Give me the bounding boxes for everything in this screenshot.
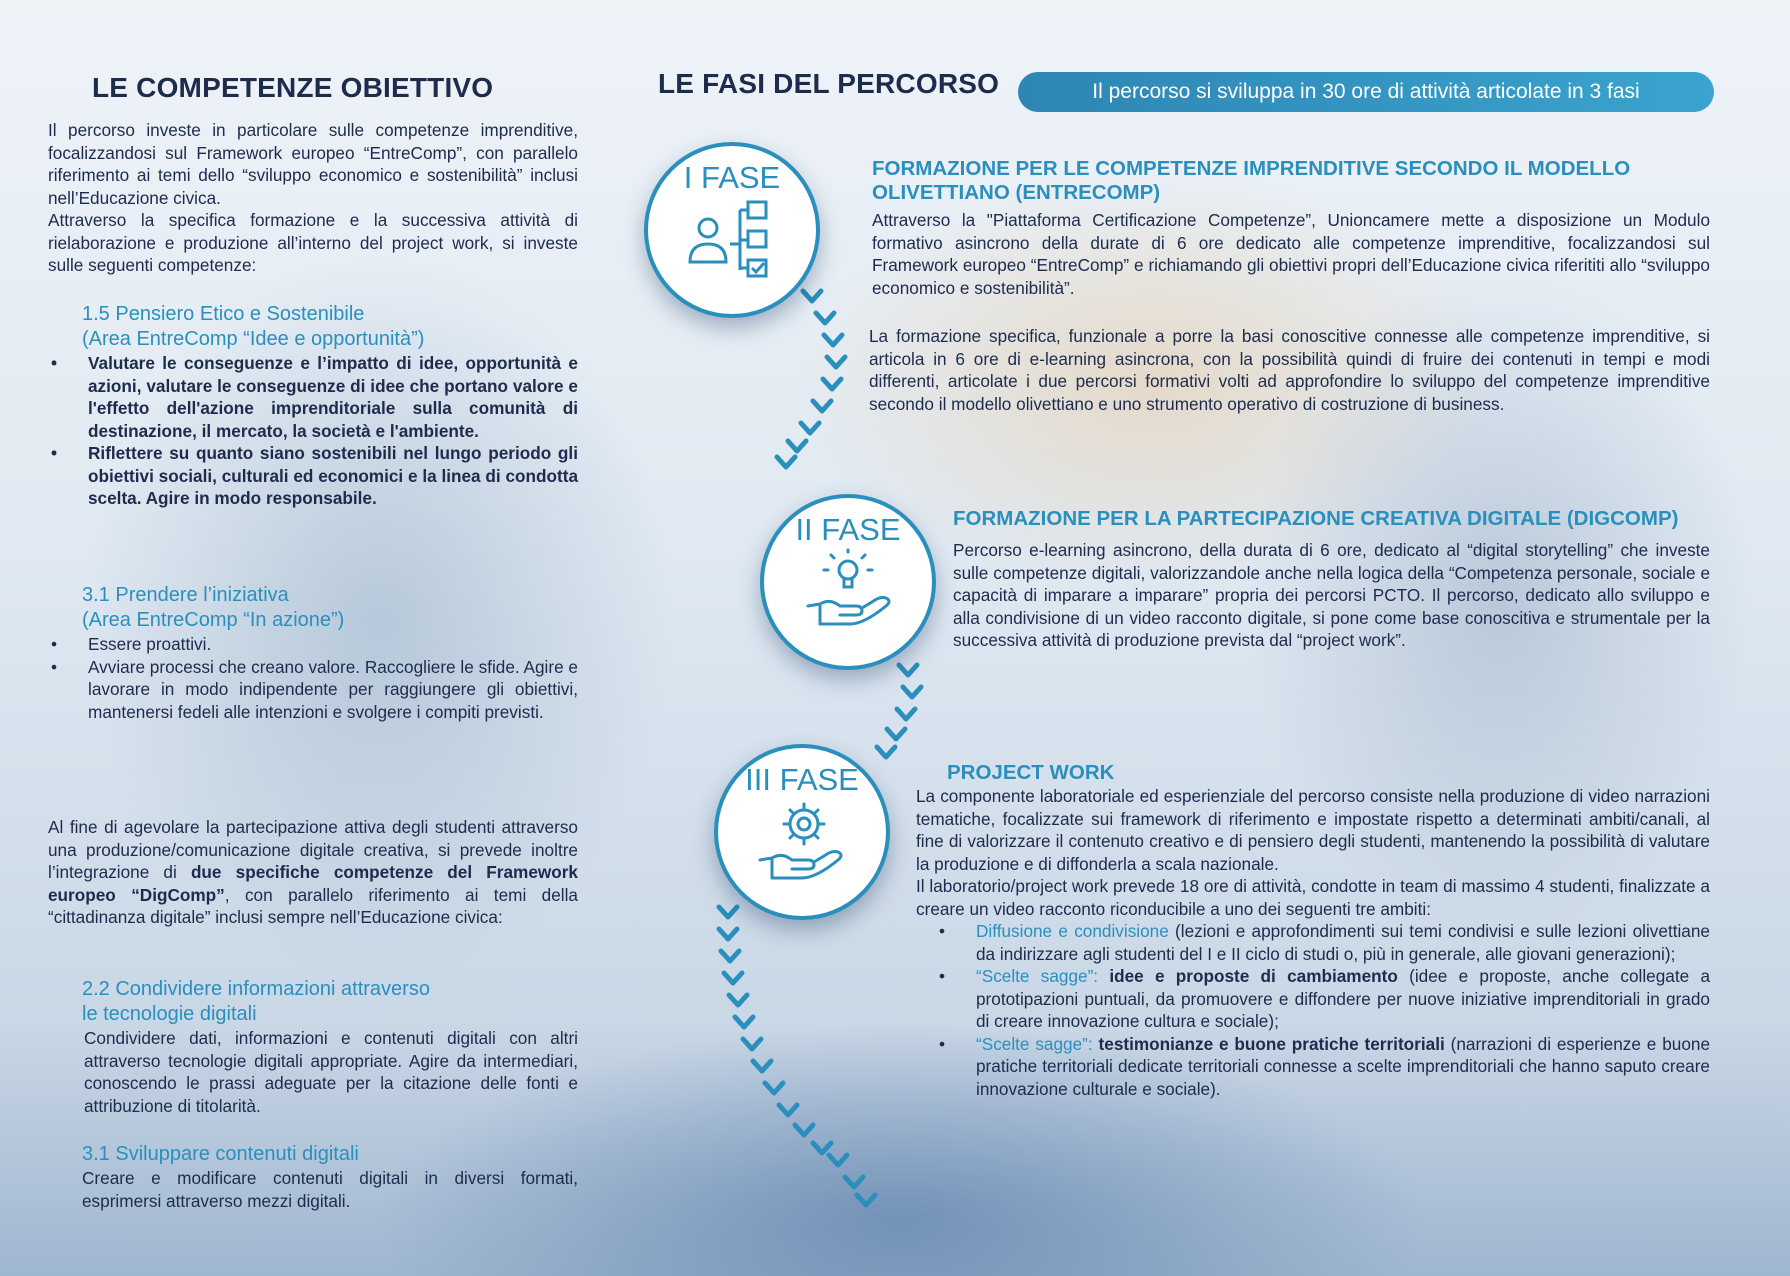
competence-1-area: (Area EntreComp “Idee e opportunità”)	[82, 328, 425, 350]
chevron-down-icon	[816, 313, 834, 323]
right-title: LE FASI DEL PERCORSO	[658, 68, 1000, 99]
phase-2-content	[953, 507, 1710, 652]
chevron-down-icon	[719, 929, 737, 939]
phase-3-paragraph-1: La componente laboratoriale ed esperienziale del percorso consiste nella produzione di video narrazioni tematiche, focalizzate sui framework di riferimento e impostate rispetto a determinati ambiti/canali, al fine di valorizzare il contenuto creativo e di pensiero degli studenti, mantenendo la possibilità di valutare la produzione e di diffonderla a scala nazionale.	[916, 786, 1710, 874]
chevron-down-icon	[753, 1061, 771, 1071]
chevron-down-icon	[743, 1039, 761, 1049]
competence-4-title: 3.1 Sviluppare contenuti digitali	[82, 1143, 359, 1165]
phase-1-heading-line-1: FORMAZIONE PER LE COMPETENZE IMPRENDITIVE SECONDO IL MODELLO	[872, 157, 1631, 180]
chevron-down-icon	[897, 709, 915, 719]
phase-1-circle	[644, 142, 820, 318]
chevron-down-icon	[877, 747, 895, 757]
phase-3-content	[916, 761, 1710, 1100]
phase-1-label: I FASE	[683, 160, 781, 195]
chevron-down-icon	[788, 441, 806, 451]
competence-4-text: Creare e modificare contenuti digitali in diversi formati, esprimersi attraverso mezzi digitali.	[82, 1168, 578, 1211]
chevron-down-icon	[803, 291, 821, 301]
phase-1-heading-line-2: OLIVETTIANO (ENTRECOMP)	[872, 181, 1161, 204]
competence-3-title-line-1: 2.2 Condividere informazioni attraverso	[82, 978, 430, 1000]
chevron-down-icon	[845, 1177, 863, 1187]
list-item: • Valutare le conseguenze e l’impatto di idee, opportunità e azioni, valutare le conseguenze di idee che portano valore e l'effetto dell'azione imprenditoriale sulla comunità di destinazione, il mercato, la società e l'ambiente.	[48, 352, 578, 442]
list-item: • “Scelte sagge”: idee e proposte di cambiamento (idee e proposte, anche collegate a prototipazioni puntuali, da promuovere e diffondere per nuove iniziative imprenditoriali in grado di creare innovazione cultura e sociale);	[936, 965, 1710, 1033]
phase-1-paragraph-1: Attraverso la "Piattaforma Certificazione Competenze”, Unioncamere mette a disposizione un Modulo formativo asincrono della durate di 6 ore dedicato alle competenze imprenditive, focalizzandosi sul Framework europeo “EntreComp” e richiamando gli obiettivi propri dell’Educazione civica riferititi allo “sviluppo economico e sostenibilità”.	[872, 210, 1710, 298]
list-item: • Riflettere su quanto siano sostenibili nel lungo periodo gli obiettivi sociali, culturali ed economici e la linea di condotta scelta. Agire in modo responsabile.	[48, 442, 578, 510]
chevron-down-icon	[721, 951, 739, 961]
competence-2-title: 3.1 Prendere l’iniziativa	[82, 584, 289, 606]
chevron-down-icon	[795, 1125, 813, 1135]
phase-3-heading: PROJECT WORK	[947, 761, 1115, 784]
competence-3-text: Condividere dati, informazioni e contenuti digitali con altri attraverso tecnologie digitali appropriate. Agire da intermediari, conoscendo le prassi adeguate per la citazione delle fonti e attribuzione di titolarità.	[84, 1028, 578, 1116]
phase-1-content	[872, 157, 1710, 299]
gear-hand-icon	[752, 798, 852, 888]
chevron-down-icon	[887, 729, 905, 739]
chevron-down-icon	[903, 687, 921, 697]
chevron-down-icon	[813, 1143, 831, 1153]
phase-2-heading: FORMAZIONE PER LA PARTECIPAZIONE CREATIVA DIGITALE (DIGCOMP)	[953, 507, 1679, 530]
phase-2-paragraph: Percorso e-learning asincrono, della durata di 6 ore, dedicato al “digital storytelling” che investe sulle competenze digitali, valorizzandole anche nella logica della “Competenza personale, sociale e capacità di imparare a imparare” propria dei percorsi PCTO. Il percorso, dedicato allo sviluppo e alla condivisione di un video racconto digitale, si pone come base conoscitiva e strumentale per la successiva attività di produzione prevista dal “project work”.	[953, 540, 1710, 650]
list-item: • Diffusione e condivisione (lezioni e approfondimenti sui temi condivisi e sulle lezioni olivettiane da indirizzare agli studenti del I e II ciclo di studi o, più in generale, alle giovani generazioni);	[936, 920, 1710, 965]
chevron-down-icon	[899, 665, 917, 675]
phase-3-paragraph-2: Il laboratorio/project work prevede 18 ore di attività, condotte in team di massimo 4 studenti, finalizzate a creare un video racconto riconducibile a uno dei seguenti tre ambiti:	[916, 876, 1710, 919]
chevron-down-icon	[779, 1105, 797, 1115]
competence-3-title-line-2: le tecnologie digitali	[82, 1003, 257, 1025]
chevron-down-icon	[724, 973, 742, 983]
phase-3-list	[936, 920, 1710, 1100]
list-item: • “Scelte sagge”: testimonianze e buone pratiche territoriali (narrazioni di esperienze e buone pratiche territoriali dedicate territoriali connesse a scelte imprenditoriali che hanno saputo creare innovazione culturale e sociale).	[936, 1033, 1710, 1101]
phase-3-circle	[714, 744, 890, 920]
left-title: LE COMPETENZE OBIETTIVO	[92, 72, 494, 103]
digital-intro-bold: due specifiche competenze del Framework europeo “DigComp”	[48, 862, 578, 905]
chevron-down-icon	[801, 423, 819, 433]
phase-3-label: III FASE	[745, 762, 859, 797]
chevron-down-icon	[777, 457, 795, 467]
digital-intro-text-a: Al fine di agevolare la partecipazione attiva degli studenti attraverso una produzione/comunicazione digitale creativa, si prevede inoltre l’integrazione di	[48, 817, 578, 882]
chevron-down-icon	[824, 335, 842, 345]
people-checklist-icon	[684, 198, 780, 278]
chevron-down-icon	[735, 1017, 753, 1027]
chevron-down-icon	[827, 357, 845, 367]
chevron-down-icon	[765, 1083, 783, 1093]
intro-paragraph-2: Attraverso la specifica formazione e la successiva attività di rielaborazione e produzione all’interno del project work, si investe sulle seguenti competenze:	[48, 210, 578, 275]
list-item: • Essere proattivi.	[48, 633, 578, 656]
competence-2-area: (Area EntreComp “In azione”)	[82, 609, 345, 631]
phase-1-paragraph-2: La formazione specifica, funzionale a porre la basi conoscitive connesse alle competenze imprenditive, si articola in 6 ore di e-learning asincrona, con la possibilità quindi di fruire dei contenuti in tempi e modi differenti, articolate i due percorsi formativi volti ad approfondire lo sviluppo del competenze imprenditive secondo il modello olivettiano e uno strumento operativo di costruzione di business.	[869, 326, 1710, 414]
phase-2-circle	[760, 494, 936, 670]
digital-intro-text-b: , con parallelo riferimento ai temi della “cittadinanza digitale” inclusi sempre nell’Educazione civica:	[48, 884, 578, 927]
chevron-down-icon	[823, 379, 841, 389]
chevron-down-icon	[829, 1155, 847, 1165]
lightbulb-hand-icon	[798, 548, 898, 630]
chevron-down-icon	[813, 401, 831, 411]
chevron-down-icon	[857, 1195, 875, 1205]
phase-2-label: II FASE	[795, 512, 901, 547]
duration-pill: Il percorso si sviluppa in 30 ore di attività articolate in 3 fasi	[1018, 72, 1714, 112]
list-item: • Avviare processi che creano valore. Raccogliere le sfide. Agire e lavorare in modo indipendente per raggiungere gli obiettivi, mantenersi fedeli alle intenzioni e svolgere i compiti previsti.	[48, 656, 578, 724]
competence-1-title: 1.5 Pensiero Etico e Sostenibile	[82, 303, 365, 325]
chevron-down-icon	[719, 907, 737, 917]
chevron-down-icon	[729, 995, 747, 1005]
intro-paragraph-1: Il percorso investe in particolare sulle competenze imprenditive, focalizzandosi sul Framework europeo “EntreComp”, con parallelo riferimento ai temi dello “sviluppo economico e sostenibilità” inclusi nell’Educazione civica.	[48, 120, 578, 208]
